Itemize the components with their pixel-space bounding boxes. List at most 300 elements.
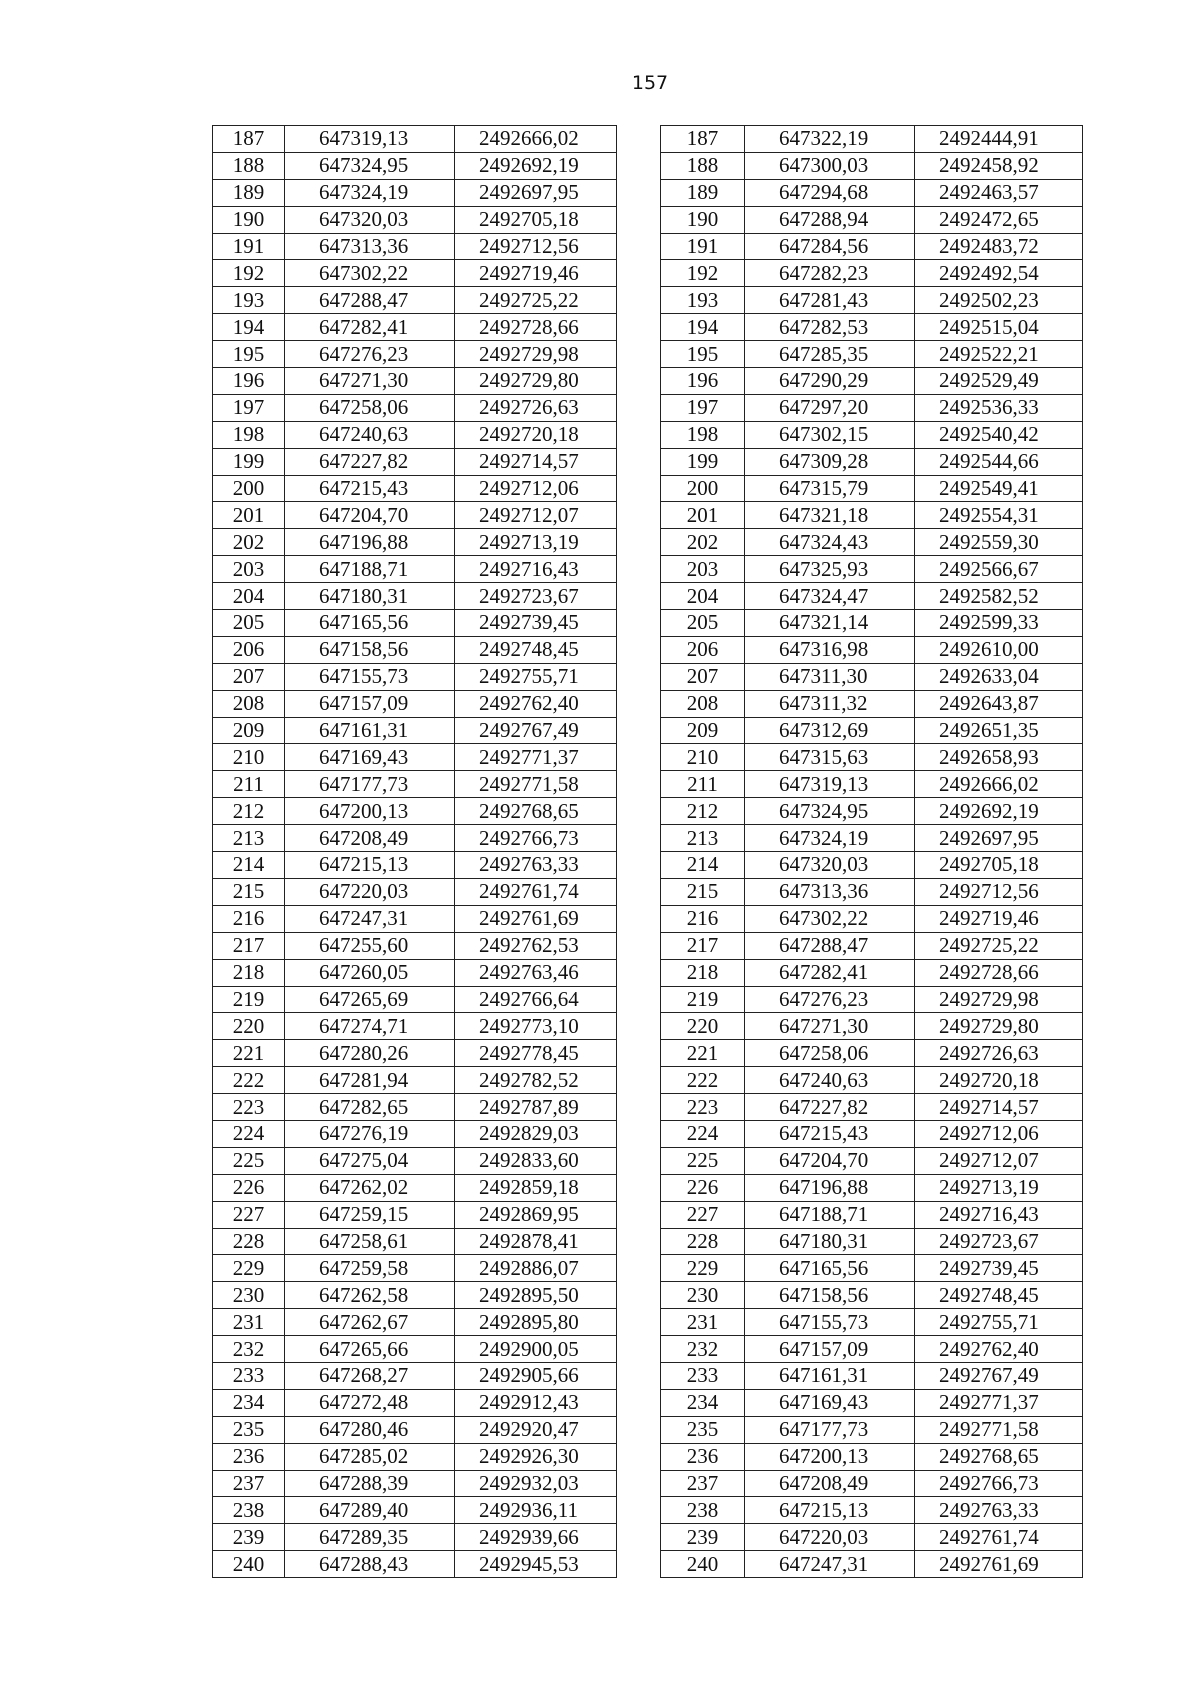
- point-number-cell: 208: [213, 690, 285, 717]
- spacer-cell: [617, 1174, 661, 1201]
- point-number-cell: 204: [661, 583, 745, 610]
- point-number-cell: 194: [661, 314, 745, 341]
- y-coordinate-cell: 2492720,18: [915, 1067, 1083, 1094]
- y-coordinate-cell: 2492755,71: [915, 1309, 1083, 1336]
- y-coordinate-cell: 2492728,66: [915, 959, 1083, 986]
- y-coordinate-cell: 2492716,43: [915, 1201, 1083, 1228]
- y-coordinate-cell: 2492712,06: [915, 1120, 1083, 1147]
- y-coordinate-cell: 2492712,06: [455, 475, 617, 502]
- point-number-cell: 194: [213, 314, 285, 341]
- y-coordinate-cell: 2492782,52: [455, 1067, 617, 1094]
- table-row: [213, 1094, 1083, 1121]
- table-row: [213, 1443, 1083, 1470]
- point-number-cell: 209: [661, 717, 745, 744]
- table-row: [213, 986, 1083, 1013]
- point-number-cell: 239: [661, 1524, 745, 1551]
- point-number-cell: 218: [661, 959, 745, 986]
- y-coordinate-cell: 2492728,66: [455, 314, 617, 341]
- point-number-cell: 203: [661, 556, 745, 583]
- y-coordinate-cell: 2492666,02: [455, 126, 617, 153]
- spacer-cell: [617, 1497, 661, 1524]
- point-number-cell: 240: [213, 1551, 285, 1578]
- table-row: [213, 1201, 1083, 1228]
- spacer-cell: [617, 1443, 661, 1470]
- x-coordinate-cell: 647155,73: [285, 663, 455, 690]
- x-coordinate-cell: 647258,06: [745, 1040, 915, 1067]
- y-coordinate-cell: 2492729,80: [915, 1013, 1083, 1040]
- table-row: [213, 1174, 1083, 1201]
- y-coordinate-cell: 2492599,33: [915, 610, 1083, 637]
- y-coordinate-cell: 2492755,71: [455, 663, 617, 690]
- table-row: [213, 1524, 1083, 1551]
- x-coordinate-cell: 647284,56: [745, 233, 915, 260]
- x-coordinate-cell: 647180,31: [745, 1228, 915, 1255]
- point-number-cell: 219: [213, 986, 285, 1013]
- y-coordinate-cell: 2492748,45: [915, 1282, 1083, 1309]
- y-coordinate-cell: 2492712,07: [915, 1147, 1083, 1174]
- point-number-cell: 232: [661, 1336, 745, 1363]
- point-number-cell: 196: [661, 368, 745, 395]
- x-coordinate-cell: 647262,02: [285, 1174, 455, 1201]
- spacer-cell: [617, 744, 661, 771]
- x-coordinate-cell: 647258,61: [285, 1228, 455, 1255]
- x-coordinate-cell: 647280,46: [285, 1416, 455, 1443]
- point-number-cell: 217: [213, 932, 285, 959]
- y-coordinate-cell: 2492716,43: [455, 556, 617, 583]
- table-row: [213, 1282, 1083, 1309]
- point-number-cell: 226: [213, 1174, 285, 1201]
- spacer-cell: [617, 583, 661, 610]
- x-coordinate-cell: 647312,69: [745, 717, 915, 744]
- spacer-cell: [617, 206, 661, 233]
- x-coordinate-cell: 647282,53: [745, 314, 915, 341]
- point-number-cell: 230: [213, 1282, 285, 1309]
- table-row: [213, 1362, 1083, 1389]
- point-number-cell: 191: [213, 233, 285, 260]
- table-row: [213, 636, 1083, 663]
- point-number-cell: 233: [661, 1362, 745, 1389]
- x-coordinate-cell: 647302,22: [285, 260, 455, 287]
- point-number-cell: 229: [213, 1255, 285, 1282]
- spacer-cell: [617, 233, 661, 260]
- point-number-cell: 193: [661, 287, 745, 314]
- spacer-cell: [617, 690, 661, 717]
- x-coordinate-cell: 647274,71: [285, 1013, 455, 1040]
- y-coordinate-cell: 2492787,89: [455, 1094, 617, 1121]
- x-coordinate-cell: 647281,94: [285, 1067, 455, 1094]
- y-coordinate-cell: 2492763,46: [455, 959, 617, 986]
- spacer-cell: [617, 663, 661, 690]
- x-coordinate-cell: 647247,31: [745, 1551, 915, 1578]
- spacer-cell: [617, 502, 661, 529]
- y-coordinate-cell: 2492766,73: [455, 825, 617, 852]
- spacer-cell: [617, 556, 661, 583]
- x-coordinate-cell: 647282,41: [285, 314, 455, 341]
- x-coordinate-cell: 647200,13: [745, 1443, 915, 1470]
- x-coordinate-cell: 647276,23: [745, 986, 915, 1013]
- point-number-cell: 196: [213, 368, 285, 395]
- spacer-cell: [617, 852, 661, 879]
- x-coordinate-cell: 647259,15: [285, 1201, 455, 1228]
- table-row: [213, 1497, 1083, 1524]
- point-number-cell: 188: [213, 152, 285, 179]
- y-coordinate-cell: 2492926,30: [455, 1443, 617, 1470]
- point-number-cell: 213: [661, 825, 745, 852]
- spacer-cell: [617, 1067, 661, 1094]
- spacer-cell: [617, 1389, 661, 1416]
- point-number-cell: 226: [661, 1174, 745, 1201]
- point-number-cell: 203: [213, 556, 285, 583]
- y-coordinate-cell: 2492725,22: [915, 932, 1083, 959]
- spacer-cell: [617, 717, 661, 744]
- y-coordinate-cell: 2492766,64: [455, 986, 617, 1013]
- y-coordinate-cell: 2492582,52: [915, 583, 1083, 610]
- y-coordinate-cell: 2492767,49: [455, 717, 617, 744]
- x-coordinate-cell: 647321,14: [745, 610, 915, 637]
- point-number-cell: 215: [213, 878, 285, 905]
- x-coordinate-cell: 647282,23: [745, 260, 915, 287]
- point-number-cell: 198: [661, 421, 745, 448]
- point-number-cell: 188: [661, 152, 745, 179]
- table-row: [213, 1551, 1083, 1578]
- point-number-cell: 192: [213, 260, 285, 287]
- x-coordinate-cell: 647294,68: [745, 179, 915, 206]
- point-number-cell: 220: [213, 1013, 285, 1040]
- y-coordinate-cell: 2492697,95: [455, 179, 617, 206]
- y-coordinate-cell: 2492739,45: [455, 610, 617, 637]
- point-number-cell: 235: [213, 1416, 285, 1443]
- table-row: [213, 1067, 1083, 1094]
- x-coordinate-cell: 647247,31: [285, 905, 455, 932]
- spacer-cell: [617, 1309, 661, 1336]
- x-coordinate-cell: 647275,04: [285, 1147, 455, 1174]
- y-coordinate-cell: 2492536,33: [915, 394, 1083, 421]
- x-coordinate-cell: 647288,47: [285, 287, 455, 314]
- y-coordinate-cell: 2492945,53: [455, 1551, 617, 1578]
- x-coordinate-cell: 647324,19: [745, 825, 915, 852]
- x-coordinate-cell: 647265,66: [285, 1336, 455, 1363]
- x-coordinate-cell: 647262,58: [285, 1282, 455, 1309]
- point-number-cell: 204: [213, 583, 285, 610]
- point-number-cell: 235: [661, 1416, 745, 1443]
- point-number-cell: 191: [661, 233, 745, 260]
- x-coordinate-cell: 647158,56: [745, 1282, 915, 1309]
- point-number-cell: 200: [213, 475, 285, 502]
- point-number-cell: 200: [661, 475, 745, 502]
- spacer-cell: [617, 1362, 661, 1389]
- y-coordinate-cell: 2492712,07: [455, 502, 617, 529]
- point-number-cell: 227: [661, 1201, 745, 1228]
- y-coordinate-cell: 2492895,80: [455, 1309, 617, 1336]
- point-number-cell: 237: [213, 1470, 285, 1497]
- x-coordinate-cell: 647271,30: [285, 368, 455, 395]
- table-row: [213, 448, 1083, 475]
- point-number-cell: 214: [213, 852, 285, 879]
- y-coordinate-cell: 2492729,80: [455, 368, 617, 395]
- y-coordinate-cell: 2492768,65: [455, 798, 617, 825]
- x-coordinate-cell: 647324,19: [285, 179, 455, 206]
- table-row: [213, 771, 1083, 798]
- y-coordinate-cell: 2492549,41: [915, 475, 1083, 502]
- x-coordinate-cell: 647302,15: [745, 421, 915, 448]
- x-coordinate-cell: 647313,36: [745, 878, 915, 905]
- table-row: [213, 1120, 1083, 1147]
- point-number-cell: 219: [661, 986, 745, 1013]
- spacer-cell: [617, 1094, 661, 1121]
- y-coordinate-cell: 2492566,67: [915, 556, 1083, 583]
- y-coordinate-cell: 2492725,22: [455, 287, 617, 314]
- point-number-cell: 199: [213, 448, 285, 475]
- spacer-cell: [617, 878, 661, 905]
- spacer-cell: [617, 1336, 661, 1363]
- point-number-cell: 205: [213, 610, 285, 637]
- spacer-cell: [617, 529, 661, 556]
- x-coordinate-cell: 647255,60: [285, 932, 455, 959]
- point-number-cell: 193: [213, 287, 285, 314]
- point-number-cell: 239: [213, 1524, 285, 1551]
- spacer-cell: [617, 932, 661, 959]
- x-coordinate-cell: 647280,26: [285, 1040, 455, 1067]
- x-coordinate-cell: 647169,43: [745, 1389, 915, 1416]
- table-row: [213, 798, 1083, 825]
- x-coordinate-cell: 647288,94: [745, 206, 915, 233]
- x-coordinate-cell: 647324,95: [745, 798, 915, 825]
- spacer-cell: [617, 1551, 661, 1578]
- table-row: [213, 583, 1083, 610]
- point-number-cell: 240: [661, 1551, 745, 1578]
- y-coordinate-cell: 2492723,67: [915, 1228, 1083, 1255]
- x-coordinate-cell: 647196,88: [745, 1174, 915, 1201]
- y-coordinate-cell: 2492936,11: [455, 1497, 617, 1524]
- x-coordinate-cell: 647161,31: [285, 717, 455, 744]
- y-coordinate-cell: 2492833,60: [455, 1147, 617, 1174]
- table-row: [213, 932, 1083, 959]
- table-row: [213, 179, 1083, 206]
- y-coordinate-cell: 2492778,45: [455, 1040, 617, 1067]
- point-number-cell: 207: [213, 663, 285, 690]
- y-coordinate-cell: 2492705,18: [915, 852, 1083, 879]
- x-coordinate-cell: 647215,43: [285, 475, 455, 502]
- point-number-cell: 223: [213, 1094, 285, 1121]
- y-coordinate-cell: 2492761,74: [915, 1524, 1083, 1551]
- table-row: [213, 1309, 1083, 1336]
- table-row: [213, 475, 1083, 502]
- spacer-cell: [617, 798, 661, 825]
- x-coordinate-cell: 647215,13: [745, 1497, 915, 1524]
- spacer-cell: [617, 1470, 661, 1497]
- table-row: [213, 610, 1083, 637]
- point-number-cell: 195: [213, 341, 285, 368]
- y-coordinate-cell: 2492920,47: [455, 1416, 617, 1443]
- point-number-cell: 197: [661, 394, 745, 421]
- y-coordinate-cell: 2492515,04: [915, 314, 1083, 341]
- point-number-cell: 189: [661, 179, 745, 206]
- spacer-cell: [617, 771, 661, 798]
- x-coordinate-cell: 647325,93: [745, 556, 915, 583]
- table-row: [213, 852, 1083, 879]
- point-number-cell: 234: [661, 1389, 745, 1416]
- spacer-cell: [617, 394, 661, 421]
- point-number-cell: 214: [661, 852, 745, 879]
- y-coordinate-cell: 2492761,69: [915, 1551, 1083, 1578]
- point-number-cell: 201: [661, 502, 745, 529]
- y-coordinate-cell: 2492912,43: [455, 1389, 617, 1416]
- table-row: [213, 717, 1083, 744]
- table-row: [213, 314, 1083, 341]
- table-row: [213, 1147, 1083, 1174]
- spacer-cell: [617, 905, 661, 932]
- point-number-cell: 215: [661, 878, 745, 905]
- table-row: [213, 1013, 1083, 1040]
- table-row: [213, 905, 1083, 932]
- point-number-cell: 216: [661, 905, 745, 932]
- point-number-cell: 234: [213, 1389, 285, 1416]
- point-number-cell: 213: [213, 825, 285, 852]
- spacer-cell: [617, 1282, 661, 1309]
- table-row: [213, 556, 1083, 583]
- table-row: [213, 1470, 1083, 1497]
- table-row: [213, 1040, 1083, 1067]
- spacer-cell: [617, 1040, 661, 1067]
- y-coordinate-cell: 2492444,91: [915, 126, 1083, 153]
- y-coordinate-cell: 2492748,45: [455, 636, 617, 663]
- x-coordinate-cell: 647276,23: [285, 341, 455, 368]
- table-row: [213, 959, 1083, 986]
- y-coordinate-cell: 2492762,40: [915, 1336, 1083, 1363]
- point-number-cell: 206: [213, 636, 285, 663]
- point-number-cell: 198: [213, 421, 285, 448]
- spacer-cell: [617, 1416, 661, 1443]
- x-coordinate-cell: 647220,03: [745, 1524, 915, 1551]
- spacer-cell: [617, 1524, 661, 1551]
- table-row: [213, 663, 1083, 690]
- y-coordinate-cell: 2492771,58: [455, 771, 617, 798]
- y-coordinate-cell: 2492529,49: [915, 368, 1083, 395]
- point-number-cell: 236: [213, 1443, 285, 1470]
- coordinates-table: [212, 125, 1083, 1578]
- spacer-cell: [617, 475, 661, 502]
- x-coordinate-cell: 647215,43: [745, 1120, 915, 1147]
- y-coordinate-cell: 2492692,19: [455, 152, 617, 179]
- spacer-cell: [617, 314, 661, 341]
- point-number-cell: 237: [661, 1470, 745, 1497]
- point-number-cell: 228: [213, 1228, 285, 1255]
- point-number-cell: 195: [661, 341, 745, 368]
- y-coordinate-cell: 2492771,37: [455, 744, 617, 771]
- table-row: [213, 690, 1083, 717]
- table-row: [213, 1228, 1083, 1255]
- y-coordinate-cell: 2492705,18: [455, 206, 617, 233]
- point-number-cell: 211: [213, 771, 285, 798]
- point-number-cell: 187: [661, 126, 745, 153]
- y-coordinate-cell: 2492692,19: [915, 798, 1083, 825]
- point-number-cell: 231: [661, 1309, 745, 1336]
- y-coordinate-cell: 2492522,21: [915, 341, 1083, 368]
- y-coordinate-cell: 2492761,74: [455, 878, 617, 905]
- y-coordinate-cell: 2492886,07: [455, 1255, 617, 1282]
- point-number-cell: 190: [661, 206, 745, 233]
- table-row: [213, 341, 1083, 368]
- y-coordinate-cell: 2492697,95: [915, 825, 1083, 852]
- x-coordinate-cell: 647324,47: [745, 583, 915, 610]
- point-number-cell: 211: [661, 771, 745, 798]
- y-coordinate-cell: 2492932,03: [455, 1470, 617, 1497]
- page-number: 157: [631, 72, 669, 94]
- point-number-cell: 212: [661, 798, 745, 825]
- y-coordinate-cell: 2492859,18: [455, 1174, 617, 1201]
- spacer-cell: [617, 421, 661, 448]
- table-row: [213, 206, 1083, 233]
- x-coordinate-cell: 647165,56: [745, 1255, 915, 1282]
- table-row: [213, 394, 1083, 421]
- y-coordinate-cell: 2492610,00: [915, 636, 1083, 663]
- x-coordinate-cell: 647300,03: [745, 152, 915, 179]
- y-coordinate-cell: 2492939,66: [455, 1524, 617, 1551]
- x-coordinate-cell: 647288,39: [285, 1470, 455, 1497]
- point-number-cell: 233: [213, 1362, 285, 1389]
- x-coordinate-cell: 647180,31: [285, 583, 455, 610]
- point-number-cell: 222: [213, 1067, 285, 1094]
- point-number-cell: 190: [213, 206, 285, 233]
- x-coordinate-cell: 647161,31: [745, 1362, 915, 1389]
- point-number-cell: 187: [213, 126, 285, 153]
- y-coordinate-cell: 2492633,04: [915, 663, 1083, 690]
- x-coordinate-cell: 647320,03: [745, 852, 915, 879]
- y-coordinate-cell: 2492712,56: [915, 878, 1083, 905]
- x-coordinate-cell: 647227,82: [745, 1094, 915, 1121]
- x-coordinate-cell: 647157,09: [285, 690, 455, 717]
- point-number-cell: 227: [213, 1201, 285, 1228]
- x-coordinate-cell: 647200,13: [285, 798, 455, 825]
- x-coordinate-cell: 647204,70: [285, 502, 455, 529]
- point-number-cell: 189: [213, 179, 285, 206]
- spacer-cell: [617, 1228, 661, 1255]
- table-row: [213, 1255, 1083, 1282]
- x-coordinate-cell: 647320,03: [285, 206, 455, 233]
- y-coordinate-cell: 2492540,42: [915, 421, 1083, 448]
- table-row: [213, 825, 1083, 852]
- x-coordinate-cell: 647215,13: [285, 852, 455, 879]
- y-coordinate-cell: 2492829,03: [455, 1120, 617, 1147]
- x-coordinate-cell: 647311,32: [745, 690, 915, 717]
- table-row: [213, 529, 1083, 556]
- x-coordinate-cell: 647204,70: [745, 1147, 915, 1174]
- point-number-cell: 206: [661, 636, 745, 663]
- spacer-cell: [617, 1013, 661, 1040]
- y-coordinate-cell: 2492666,02: [915, 771, 1083, 798]
- point-number-cell: 209: [213, 717, 285, 744]
- y-coordinate-cell: 2492502,23: [915, 287, 1083, 314]
- spacer-cell: [617, 1147, 661, 1174]
- spacer-cell: [617, 1120, 661, 1147]
- point-number-cell: 228: [661, 1228, 745, 1255]
- y-coordinate-cell: 2492651,35: [915, 717, 1083, 744]
- x-coordinate-cell: 647282,65: [285, 1094, 455, 1121]
- x-coordinate-cell: 647169,43: [285, 744, 455, 771]
- spacer-cell: [617, 636, 661, 663]
- point-number-cell: 199: [661, 448, 745, 475]
- x-coordinate-cell: 647208,49: [745, 1470, 915, 1497]
- point-number-cell: 210: [661, 744, 745, 771]
- x-coordinate-cell: 647240,63: [285, 421, 455, 448]
- point-number-cell: 192: [661, 260, 745, 287]
- y-coordinate-cell: 2492878,41: [455, 1228, 617, 1255]
- x-coordinate-cell: 647313,36: [285, 233, 455, 260]
- spacer-cell: [617, 825, 661, 852]
- point-number-cell: 229: [661, 1255, 745, 1282]
- table-row: [213, 287, 1083, 314]
- y-coordinate-cell: 2492713,19: [455, 529, 617, 556]
